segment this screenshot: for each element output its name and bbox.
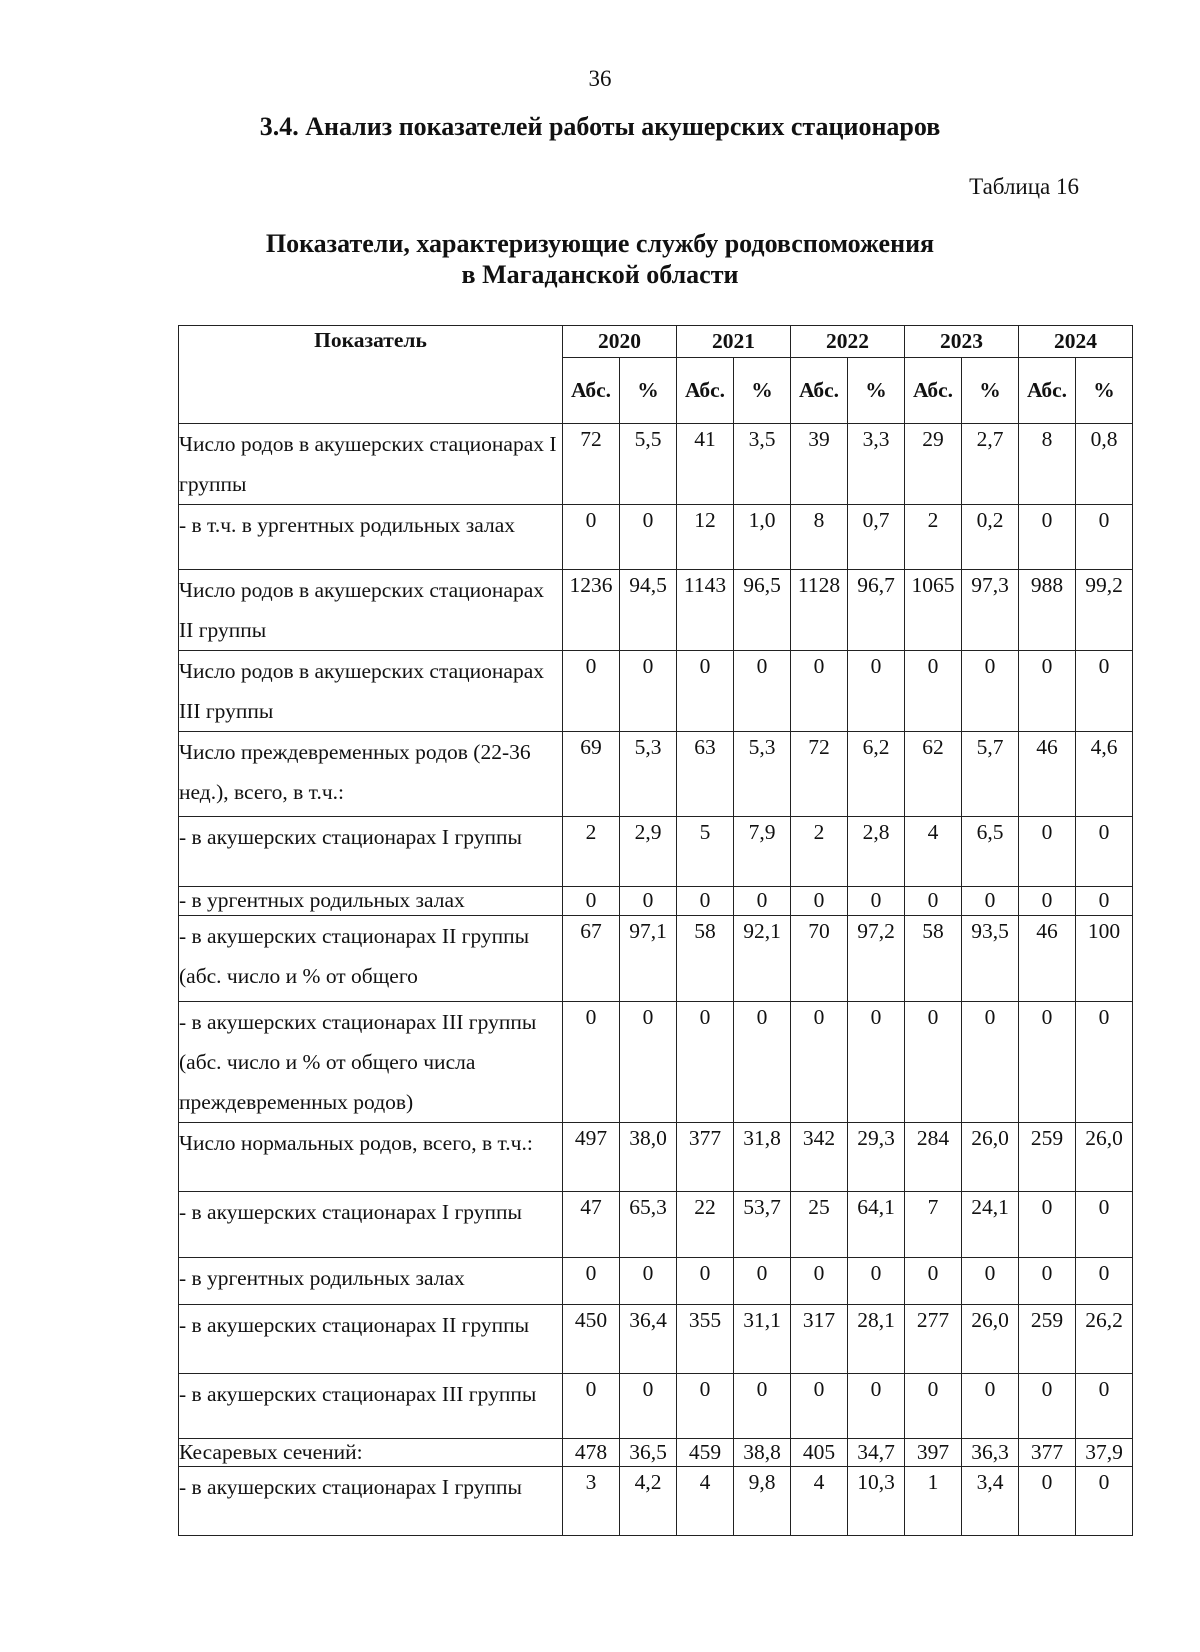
cell-abs: 0 [791,1258,848,1305]
cell-pct: 0 [962,1258,1019,1305]
table-row [179,732,1133,817]
cell-abs: 0 [791,1374,848,1439]
cell-pct: 0 [620,1258,677,1305]
cell-pct: 0 [734,651,791,732]
cell-abs: 63 [677,732,734,817]
cell-abs: 0 [563,887,620,916]
page-number: 36 [588,66,612,91]
cell-pct: 0 [620,651,677,732]
cell-abs: 8 [791,505,848,570]
cell-pct: 0 [620,1002,677,1123]
cell-pct: 24,1 [962,1192,1019,1258]
cell-abs: 5 [677,817,734,887]
row-label: Число нормальных родов, всего, в т.ч.: [179,1123,563,1192]
cell-pct: 97,2 [848,916,905,1002]
cell-abs: 1065 [905,570,962,651]
cell-abs: 7 [905,1192,962,1258]
cell-pct: 7,9 [734,817,791,887]
table-row [179,570,1133,651]
cell-abs: 0 [905,1258,962,1305]
table-body [179,424,1133,1536]
row-label: - в акушерских стационарах III группы [179,1374,563,1439]
cell-pct: 0,8 [1076,424,1133,505]
table-row [179,505,1133,570]
cell-pct: 99,2 [1076,570,1133,651]
row-label: Число родов в акушерских стационарах III группы [179,651,563,732]
cell-abs: 12 [677,505,734,570]
cell-pct: 0 [1076,1374,1133,1439]
cell-abs: 284 [905,1123,962,1192]
row-label: - в т.ч. в ургентных родильных залах [179,505,563,570]
cell-abs: 67 [563,916,620,1002]
cell-abs: 0 [1019,1467,1076,1536]
header-pct: % [734,358,791,424]
cell-pct: 28,1 [848,1305,905,1374]
cell-pct: 0 [734,1374,791,1439]
header-abs: Абс. [1019,358,1076,424]
cell-pct: 34,7 [848,1439,905,1467]
cell-pct: 0 [620,1374,677,1439]
header-year: 2021 [677,326,791,358]
cell-pct: 26,0 [962,1123,1019,1192]
table-row [179,1305,1133,1374]
table-title [0,228,1200,290]
cell-pct: 2,7 [962,424,1019,505]
cell-abs: 0 [563,1258,620,1305]
table-row [179,887,1133,916]
cell-abs: 0 [791,887,848,916]
cell-pct: 0 [620,887,677,916]
header-abs: Абс. [677,358,734,424]
cell-abs: 25 [791,1192,848,1258]
cell-pct: 4,2 [620,1467,677,1536]
header-pct: % [962,358,1019,424]
cell-pct: 100 [1076,916,1133,1002]
cell-abs: 62 [905,732,962,817]
row-label: - в акушерских стационарах I группы [179,817,563,887]
cell-pct: 0 [734,1002,791,1123]
cell-abs: 46 [1019,732,1076,817]
cell-pct: 92,1 [734,916,791,1002]
cell-pct: 65,3 [620,1192,677,1258]
cell-pct: 0 [1076,1192,1133,1258]
header-pct: % [1076,358,1133,424]
cell-abs: 72 [791,732,848,817]
cell-abs: 1143 [677,570,734,651]
cell-pct: 0,2 [962,505,1019,570]
table-row [179,1374,1133,1439]
cell-abs: 39 [791,424,848,505]
cell-abs: 46 [1019,916,1076,1002]
cell-abs: 0 [677,1002,734,1123]
cell-pct: 2,8 [848,817,905,887]
cell-abs: 0 [677,887,734,916]
cell-abs: 0 [1019,1192,1076,1258]
table-row [179,424,1133,505]
row-label: Кесаревых сечений: [179,1439,563,1467]
header-abs: Абс. [791,358,848,424]
cell-abs: 0 [1019,1258,1076,1305]
cell-pct: 0 [848,1258,905,1305]
cell-abs: 0 [563,651,620,732]
cell-pct: 0 [962,1374,1019,1439]
cell-pct: 3,3 [848,424,905,505]
cell-abs: 317 [791,1305,848,1374]
cell-pct: 0 [1076,887,1133,916]
cell-abs: 355 [677,1305,734,1374]
cell-pct: 0 [620,505,677,570]
row-label: - в ургентных родильных залах [179,887,563,916]
table-row [179,916,1133,1002]
cell-abs: 0 [677,1374,734,1439]
cell-abs: 22 [677,1192,734,1258]
cell-abs: 377 [1019,1439,1076,1467]
table-row [179,1439,1133,1467]
cell-pct: 6,2 [848,732,905,817]
cell-pct: 38,8 [734,1439,791,1467]
cell-pct: 97,1 [620,916,677,1002]
cell-pct: 53,7 [734,1192,791,1258]
table-title-line-2: в Магаданской области [461,260,739,289]
cell-pct: 3,5 [734,424,791,505]
cell-abs: 1236 [563,570,620,651]
cell-abs: 29 [905,424,962,505]
cell-abs: 2 [905,505,962,570]
cell-abs: 8 [1019,424,1076,505]
cell-abs: 277 [905,1305,962,1374]
table-row [179,1002,1133,1123]
row-label: Число родов в акушерских стационарах I группы [179,424,563,505]
cell-pct: 93,5 [962,916,1019,1002]
cell-abs: 342 [791,1123,848,1192]
cell-pct: 0 [734,887,791,916]
cell-abs: 0 [1019,651,1076,732]
cell-abs: 0 [677,1258,734,1305]
table-row [179,1192,1133,1258]
table-row [179,1258,1133,1305]
cell-pct: 26,0 [1076,1123,1133,1192]
cell-pct: 1,0 [734,505,791,570]
cell-pct: 10,3 [848,1467,905,1536]
cell-abs: 1128 [791,570,848,651]
cell-pct: 36,3 [962,1439,1019,1467]
cell-abs: 47 [563,1192,620,1258]
cell-pct: 0,7 [848,505,905,570]
cell-pct: 0 [848,887,905,916]
header-pct: % [848,358,905,424]
cell-pct: 0 [1076,505,1133,570]
cell-pct: 26,2 [1076,1305,1133,1374]
cell-pct: 0 [1076,1258,1133,1305]
cell-pct: 0 [1076,1467,1133,1536]
cell-abs: 0 [905,1374,962,1439]
cell-pct: 0 [1076,651,1133,732]
cell-pct: 0 [848,1374,905,1439]
cell-abs: 0 [563,1374,620,1439]
cell-pct: 0 [1076,817,1133,887]
row-label: Число преждевременных родов (22-36 нед.), всего, в т.ч.: [179,732,563,817]
cell-abs: 58 [905,916,962,1002]
cell-abs: 0 [563,1002,620,1123]
cell-abs: 2 [563,817,620,887]
section-title: 3.4. Анализ показателей работы акушерских стационаров [259,112,941,141]
cell-pct: 36,4 [620,1305,677,1374]
cell-abs: 0 [905,651,962,732]
cell-pct: 0 [848,1002,905,1123]
cell-pct: 96,7 [848,570,905,651]
cell-abs: 0 [905,1002,962,1123]
table-row [179,1467,1133,1536]
cell-abs: 0 [1019,1374,1076,1439]
header-indicator: Показатель [179,326,563,424]
cell-pct: 96,5 [734,570,791,651]
cell-abs: 0 [563,505,620,570]
row-label: Число родов в акушерских стационарах II группы [179,570,563,651]
cell-pct: 4,6 [1076,732,1133,817]
table-row [179,1123,1133,1192]
cell-abs: 988 [1019,570,1076,651]
cell-pct: 37,9 [1076,1439,1133,1467]
cell-abs: 41 [677,424,734,505]
row-label: - в акушерских стационарах II группы (абс. число и % от общего [179,916,563,1002]
cell-pct: 5,5 [620,424,677,505]
header-row-years [179,326,1133,358]
cell-pct: 64,1 [848,1192,905,1258]
cell-pct: 31,1 [734,1305,791,1374]
table-title-line-1: Показатели, характеризующие службу родовспоможения [265,229,935,258]
cell-abs: 1 [905,1467,962,1536]
cell-abs: 405 [791,1439,848,1467]
row-label: - в акушерских стационарах II группы [179,1305,563,1374]
cell-abs: 0 [1019,887,1076,916]
cell-pct: 0 [1076,1002,1133,1123]
cell-abs: 4 [905,817,962,887]
header-year: 2022 [791,326,905,358]
cell-abs: 72 [563,424,620,505]
cell-abs: 2 [791,817,848,887]
cell-pct: 5,7 [962,732,1019,817]
cell-abs: 377 [677,1123,734,1192]
header-abs: Абс. [905,358,962,424]
header-year: 2024 [1019,326,1133,358]
cell-abs: 478 [563,1439,620,1467]
table-header [179,326,1133,424]
cell-pct: 0 [962,887,1019,916]
cell-abs: 497 [563,1123,620,1192]
cell-abs: 259 [1019,1305,1076,1374]
cell-abs: 0 [791,1002,848,1123]
header-year: 2020 [563,326,677,358]
cell-abs: 450 [563,1305,620,1374]
cell-abs: 459 [677,1439,734,1467]
cell-abs: 4 [677,1467,734,1536]
cell-pct: 0 [962,651,1019,732]
cell-pct: 38,0 [620,1123,677,1192]
cell-pct: 0 [962,1002,1019,1123]
cell-abs: 4 [791,1467,848,1536]
cell-pct: 36,5 [620,1439,677,1467]
table-row [179,817,1133,887]
cell-abs: 259 [1019,1123,1076,1192]
header-abs: Абс. [563,358,620,424]
table-row [179,651,1133,732]
cell-pct: 26,0 [962,1305,1019,1374]
cell-abs: 0 [791,651,848,732]
cell-abs: 3 [563,1467,620,1536]
header-pct: % [620,358,677,424]
row-label: - в акушерских стационарах I группы [179,1192,563,1258]
row-label: - в акушерских стационарах I группы [179,1467,563,1536]
cell-pct: 5,3 [620,732,677,817]
row-label: - в ургентных родильных залах [179,1258,563,1305]
cell-abs: 0 [677,651,734,732]
cell-pct: 0 [848,651,905,732]
indicators-table [178,325,1133,1536]
cell-abs: 0 [1019,1002,1076,1123]
cell-abs: 397 [905,1439,962,1467]
cell-pct: 2,9 [620,817,677,887]
header-year: 2023 [905,326,1019,358]
cell-pct: 29,3 [848,1123,905,1192]
cell-pct: 31,8 [734,1123,791,1192]
cell-pct: 9,8 [734,1467,791,1536]
cell-pct: 94,5 [620,570,677,651]
cell-abs: 58 [677,916,734,1002]
cell-abs: 69 [563,732,620,817]
row-label: - в акушерских стационарах III группы (абс. число и % от общего числа преждевременных родов) [179,1002,563,1123]
table-label: Таблица 16 [969,174,1079,199]
cell-abs: 0 [1019,505,1076,570]
cell-pct: 6,5 [962,817,1019,887]
cell-abs: 0 [1019,817,1076,887]
cell-pct: 3,4 [962,1467,1019,1536]
cell-abs: 0 [905,887,962,916]
cell-pct: 5,3 [734,732,791,817]
cell-abs: 70 [791,916,848,1002]
cell-pct: 97,3 [962,570,1019,651]
cell-pct: 0 [734,1258,791,1305]
